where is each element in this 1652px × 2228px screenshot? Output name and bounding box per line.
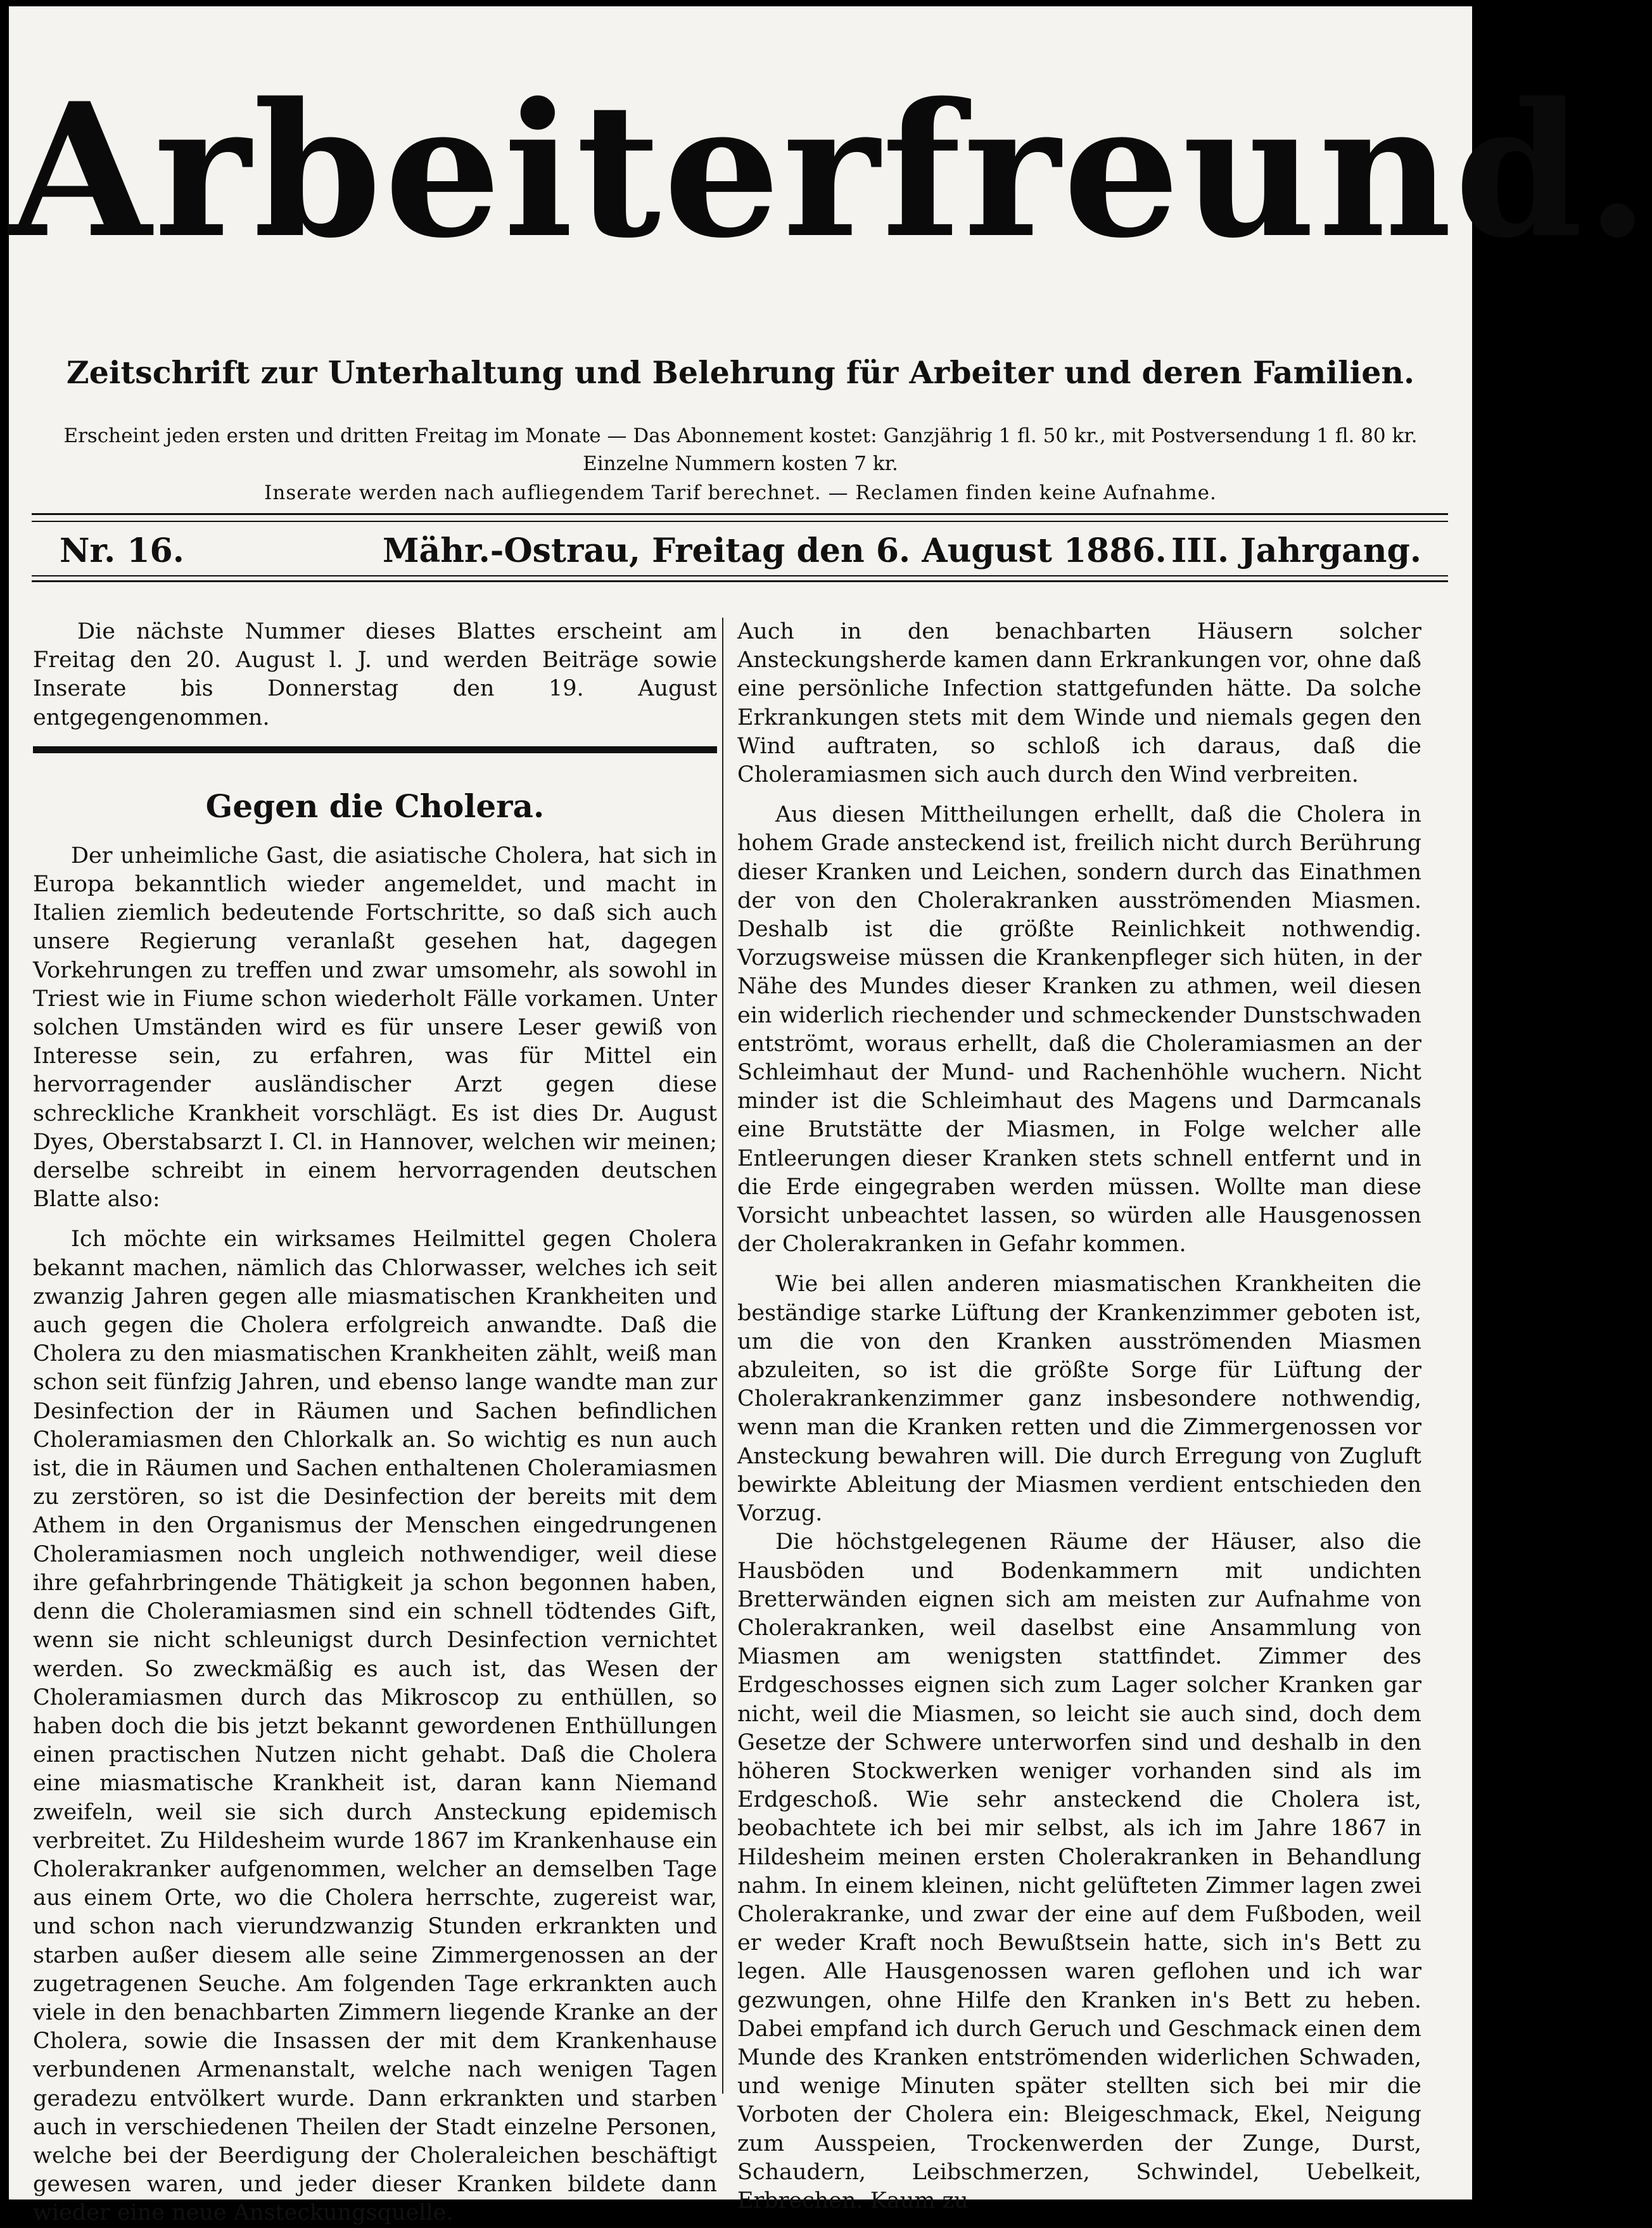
publication-info-line2: Einzelne Nummern kosten 7 kr. xyxy=(583,452,898,475)
notice-separator-rule xyxy=(33,746,717,753)
article-paragraph: Der unheimliche Gast, die asiatische Cholera, hat sich in Europa bekanntlich wieder angemeldet, und macht in Italien ziemlich bedeutende Fortschritte, so daß sich auch unsere Regierung veranlaßt gesehen hat, dagegen Vorkehrungen zu treffen und zwar umsomehr, als sowohl in Triest wie in Fiume schon wiederholt Fälle vorkamen. Unter solchen Umständen wird es für unsere Leser gewiß von Interesse sein, zu erfahren, was für Mittel ein hervorragender ausländischer Arzt gegen diese schreckliche Krankheit vorschlägt. Es ist dies Dr. August Dyes, Oberstabsarzt I. Cl. in Hannover, welchen wir meinen; derselbe schreibt in einem hervorragenden deutschen Blatte also: xyxy=(33,843,717,1213)
column-divider xyxy=(722,618,723,2094)
place-and-date: Mähr.-Ostrau, Freitag den 6. August 1886. xyxy=(383,532,1167,570)
article-paragraph: Wie bei allen anderen miasmatischen Krankheiten die beständige starke Lüftung der Krankenzimmer geboten ist, um die von den Kranken ausströmenden Miasmen abzuleiten, so ist die größte Sorge für Lüftung der Cholerakrankenzimmer ganz insbesondere nothwendig, wenn man die Kranken retten und die Zimmergenossen vor Ansteckung bewahren will. Die durch Erregung von Zugluft bewirkte Ableitung der Miasmen verdient entschieden den Vorzug. xyxy=(737,1271,1421,1527)
header-rule-top xyxy=(32,513,1448,515)
publication-info-line3: Inserate werden nach aufliegendem Tarif berechnet. — Reclamen finden keine Aufnahme. xyxy=(264,481,1217,504)
dateline xyxy=(60,531,1421,571)
volume-year: III. Jahrgang. xyxy=(1171,532,1421,570)
next-issue-notice xyxy=(33,618,717,732)
header-rule-top-thin xyxy=(32,521,1448,522)
masthead-title: Arbeiterfreund. xyxy=(9,63,1652,279)
article-paragraph: Auch in den benachbarten Häusern solcher Ansteckungsherde kamen dann Erkrankungen vor, ohne daß eine persönliche Infection stattgefunden hätte. Da solche Erkrankungen stets mit dem Winde und niemals gegen den Wind auftraten, so schloß ich daraus, daß die Choleramiasmen sich auch durch den Wind verbreiten. xyxy=(737,619,1421,788)
publication-info-line1: Erscheint jeden ersten und dritten Freitag im Monate — Das Abonnement kostet: Ganzjährig 1 fl. 50 kr., mit Postversendung 1 fl. 80 kr. xyxy=(63,424,1418,447)
issue-number: Nr. 16. xyxy=(60,532,184,570)
article-paragraph: Ich möchte ein wirksames Heilmittel gegen Cholera bekannt machen, nämlich das Chlorwasser, welches ich seit zwanzig Jahren gegen alle miasmatischen Krankheiten und auch gegen die Cholera erfolgreich anwandte. Daß die Cholera zu den miasmatischen Krankheiten zählt, weiß man schon seit fünfzig Jahren, und ebenso lange wandte man zur Desinfection der in Räumen und Sachen befindlichen Choleramiasmen den Chlorkalk an. So wichtig es nun auch ist, die in Räumen und Sachen enthaltenen Choleramiasmen zu zerstören, so ist die Desinfection der bereits mit dem Athem in den Organismus der Menschen eingedrungenen Choleramiasmen noch ungleich nothwendiger, weil diese ihre gefahrbringende Thätigkeit ja schon begonnen haben, denn die Choleramiasmen sind ein schnell tödtendes Gift, wenn sie nicht schleunigst durch Desinfection vernichtet werden. So zweckmäßig es auch ist, das Wesen der Choleramiasmen durch das Mikroscop zu enthüllen, so haben doch die bis jetzt bekannt gewordenen Enthüllungen einen practischen Nutzen nicht gehabt. Daß die Cholera eine miasmatische Krankheit ist, daran kann Niemand zweifeln, weil sie sich durch Ansteckung epidemisch verbreitet. Zu Hildesheim wurde 1867 im Krankenhause ein Cholerakranker aufgenommen, welcher an demselben Tage aus einem Orte, wo die Cholera herrschte, zugereist war, und schon nach vierundzwanzig Stunden erkrankten und starben außer diesem alle seine Zimmergenossen an der zugetragenen Seuche. Am folgenden Tage erkrankten auch viele in den benachbarten Zimmern liegende Kranke an der Cholera, sowie die Insassen der mit dem Krankenhause verbundenen Armenanstalt, welche nach wenigen Tagen geradezu entvölkert wurde. Dann erkrankten und starben auch in verschiedenen Theilen der Stadt einzelne Personen, welche bei der Beerdigung der Choleraleichen beschäftigt gewesen waren, und jeder dieser Kranken bildete dann wieder eine neue Ansteckungsquelle. xyxy=(33,1226,717,2226)
masthead-subtitle: Zeitschrift zur Unterhaltung und Belehrung für Arbeiter und deren Familien. xyxy=(66,354,1415,391)
article-paragraph: Aus diesen Mittheilungen erhellt, daß die Cholera in hohem Grade ansteckend ist, freilich nicht durch Berührung dieser Kranken und Leichen, sondern durch das Einathmen der von den Cholerakranken ausströmenden Miasmen. Deshalb ist die größte Reinlichkeit nothwendig. Vorzugsweise müssen die Krankenpfleger sich hüten, in der Nähe des Mundes dieser Kranken zu athmen, weil diesen ein widerlich riechender und schmeckender Dunstschwaden entströmt, woraus erhellt, daß die Choleramiasmen an der Schleimhaut der Mund- und Rachenhöhle wuchern. Nicht minder ist die Schleimhaut des Magens und Darmcanals eine Brutstätte der Miasmen, in Folge welcher alle Entleerungen dieser Kranken stets schnell entfernt und in die Erde eingegraben werden müssen. Wollte man diese Vorsicht unbeachtet lassen, so würden alle Hausgenossen der Cholerakranken in Gefahr kommen. xyxy=(737,802,1421,1257)
article-title: Gegen die Cholera. xyxy=(205,787,545,825)
article-paragraph: Die höchstgelegenen Räume der Häuser, also die Hausböden und Bodenkammern mit undichten Bretterwänden eignen sich am meisten zur Aufnahme von Cholerakranken, weil daselbst eine Ansammlung von Miasmen am wenigsten stattfindet. Zimmer des Erdgeschosses eignen sich zum Lager solcher Kranken gar nicht, weil die Miasmen, so leicht sie auch sind, doch dem Gesetze der Schwere unterworfen sind und deshalb in den höheren Stockwerken weniger vorhanden sind als im Erdgeschoß. Wie sehr ansteckend die Cholera ist, beobachtete ich bei mir selbst, als ich im Jahre 1867 in Hildesheim meinen ersten Cholerakranken in Behandlung nahm. In einem kleinen, nicht gelüfteten Zimmer lagen zwei Cholerakranke, und zwar der eine auf dem Fußboden, weil er weder Kraft noch Bewußtsein hatte, sich in's Bett zu legen. Alle Hausgenossen waren geflohen und ich war gezwungen, ohne Hilfe den Kranken in's Bett zu heben. Dabei empfand ich durch Geruch und Geschmack einen dem Munde des Kranken entströmenden widerlichen Schwaden, und wenige Minuten später stellten sich bei mir die Vorboten der Cholera ein: Bleigeschmack, Ekel, Neigung zum Ausspeien, Trockenwerden der Zunge, Durst, Schaudern, Leibschmerzen, Schwindel, Uebelkeit, Erbrechen. Kaum zu xyxy=(737,1529,1421,2213)
newspaper-page xyxy=(9,6,1652,2226)
header-rule-bottom xyxy=(32,580,1448,582)
right-column xyxy=(737,618,1421,2215)
header-rule-bottom-thin xyxy=(32,575,1448,576)
paragraph-gap xyxy=(737,789,1421,801)
left-column xyxy=(33,618,717,2228)
paragraph-gap xyxy=(33,1214,717,1225)
notice-text: Die nächste Nummer dieses Blattes erscheint am Freitag den 20. August l. J. und werden Beiträge sowie Inserate bis Donnerstag den 19. August entgegengenommen. xyxy=(33,619,717,730)
paragraph-gap xyxy=(737,1259,1421,1270)
